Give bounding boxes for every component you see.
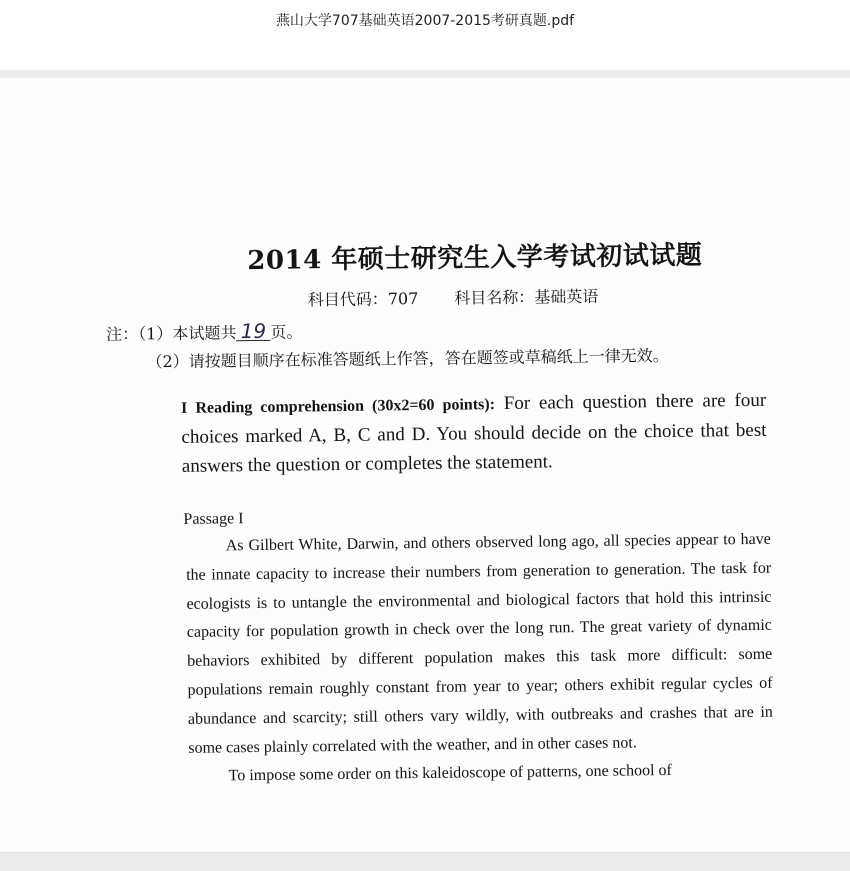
passage-body — [186, 526, 774, 792]
passage-title: Passage I — [183, 510, 244, 528]
viewer-header — [0, 0, 850, 70]
pdf-page — [0, 78, 850, 853]
document-title: 燕山大学707基础英语2007-2015考研真题.pdf — [275, 13, 575, 29]
subject-code: 科目代码：707 — [307, 289, 419, 310]
note-page-count — [106, 319, 302, 344]
passage-paragraph: To impose some order on this kaleidoscope of patterns, one school of — [228, 762, 672, 785]
page-separator-bottom — [0, 852, 850, 871]
scanned-page-content — [0, 78, 850, 853]
passage-paragraph: As Gilbert White, Darwin, and others observed long ago, all species appear to have the innate capacity to increase their numbers from generation to generation. The task for ecologists is to untangle the environmental and biological factors that hold this intrinsic capacity for population growth in check over the long run. The great variety of dynamic behaviors exhibited by different population makes this task more difficult: some populations remain roughly constant from year to year; others exhibit regular cycles of abundance and scarcity; still others vary wildly, with outbreaks and crashes that are in some cases plainly correlated with the weather, and in other cases not. — [186, 530, 773, 757]
handwritten-page-count: 19 — [236, 322, 270, 341]
section-instructions — [181, 386, 767, 481]
note1-suffix: 页。 — [270, 322, 303, 342]
note1-prefix: 注：（1）本试题共 — [106, 323, 237, 344]
note-answer-rule: （2）请按题目顺序在标准答题纸上作答，答在题签或草稿纸上一律无效。 — [146, 345, 669, 372]
section-heading: I Reading comprehension (30x2=60 points): — [181, 396, 496, 417]
subject-name: 科目名称：基础英语 — [454, 286, 599, 308]
exam-title: 2014 年硕士研究生入学考试初试试题 — [247, 240, 703, 277]
subject-line — [308, 284, 599, 311]
section-instruction-text: For each question there are four choices marked A, B, C and D. You should decide on the choice that best answers the question or completes the statement. — [181, 389, 767, 477]
